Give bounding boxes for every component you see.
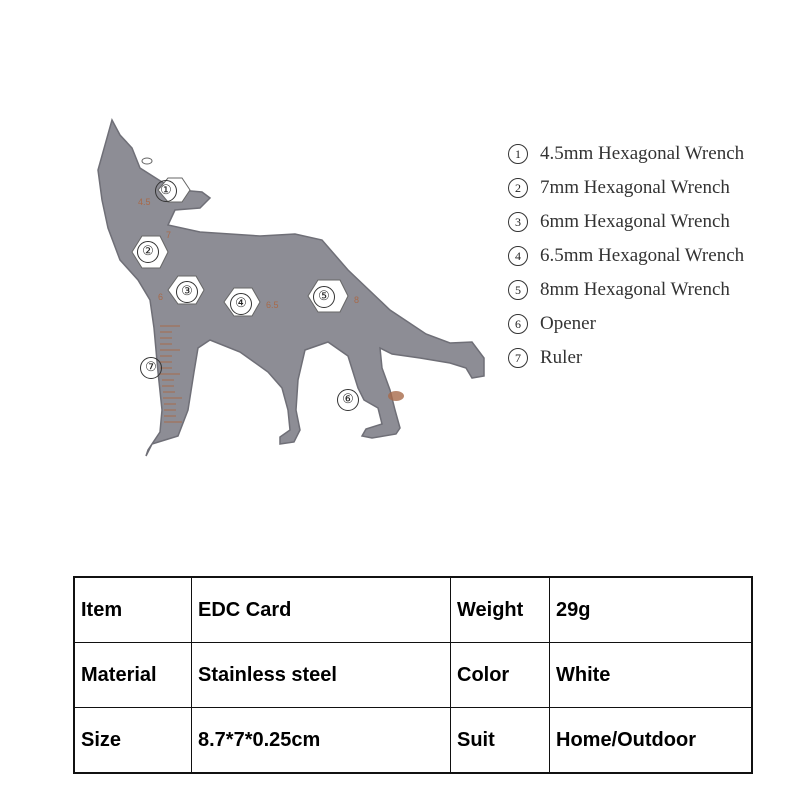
legend-item (508, 171, 798, 205)
legend-text: 6.5mm Hexagonal Wrench (540, 245, 745, 266)
spec-value: 8.7*7*0.25cm (192, 708, 451, 774)
legend-number: 1 (508, 144, 528, 164)
spec-value: White (550, 643, 753, 708)
spec-table (73, 576, 753, 774)
mark-8: 8 (354, 295, 360, 305)
lanyard-hole (142, 158, 152, 164)
spec-label: Size (74, 708, 192, 774)
legend-text: Opener (540, 313, 596, 334)
legend-number: 7 (508, 348, 528, 368)
spec-value: Stainless steel (192, 643, 451, 708)
callout-3: ③ (176, 281, 198, 303)
mark-6-5: 6.5 (266, 300, 279, 310)
spec-label: Suit (451, 708, 550, 774)
spec-label: Item (74, 577, 192, 643)
legend-text: 6mm Hexagonal Wrench (540, 211, 730, 232)
callout-5: ⑤ (313, 286, 335, 308)
callout-4: ④ (230, 293, 252, 315)
table-row (74, 577, 752, 643)
spec-label: Material (74, 643, 192, 708)
legend-text: 7mm Hexagonal Wrench (540, 177, 730, 198)
legend-item (508, 205, 798, 239)
wolf-card-illustration (90, 110, 500, 470)
legend-text: Ruler (540, 347, 583, 368)
legend-item (508, 273, 798, 307)
table-row (74, 708, 752, 774)
wolf-edc-card-image (90, 110, 500, 470)
spec-value: 29g (550, 577, 753, 643)
spec-value: EDC Card (192, 577, 451, 643)
mark-6: 6 (158, 292, 164, 302)
callout-7: ⑦ (140, 357, 162, 379)
callout-6: ⑥ (337, 389, 359, 411)
spec-label: Weight (451, 577, 550, 643)
legend-number: 2 (508, 178, 528, 198)
legend-item (508, 307, 798, 341)
legend-number: 3 (508, 212, 528, 232)
legend-item (508, 137, 798, 171)
spec-label: Color (451, 643, 550, 708)
legend-text: 4.5mm Hexagonal Wrench (540, 143, 745, 164)
legend-number: 5 (508, 280, 528, 300)
callout-1: ① (155, 180, 177, 202)
legend-text: 8mm Hexagonal Wrench (540, 279, 730, 300)
spec-value: Home/Outdoor (550, 708, 753, 774)
mark-7: 7 (166, 230, 172, 240)
legend-item (508, 341, 798, 375)
legend-number: 4 (508, 246, 528, 266)
opener-slot (388, 391, 404, 401)
wolf-silhouette (98, 120, 484, 456)
feature-legend (508, 137, 798, 375)
legend-item (508, 239, 798, 273)
mark-4-5: 4.5 (138, 197, 151, 207)
callout-2: ② (137, 241, 159, 263)
legend-number: 6 (508, 314, 528, 334)
table-row (74, 643, 752, 708)
